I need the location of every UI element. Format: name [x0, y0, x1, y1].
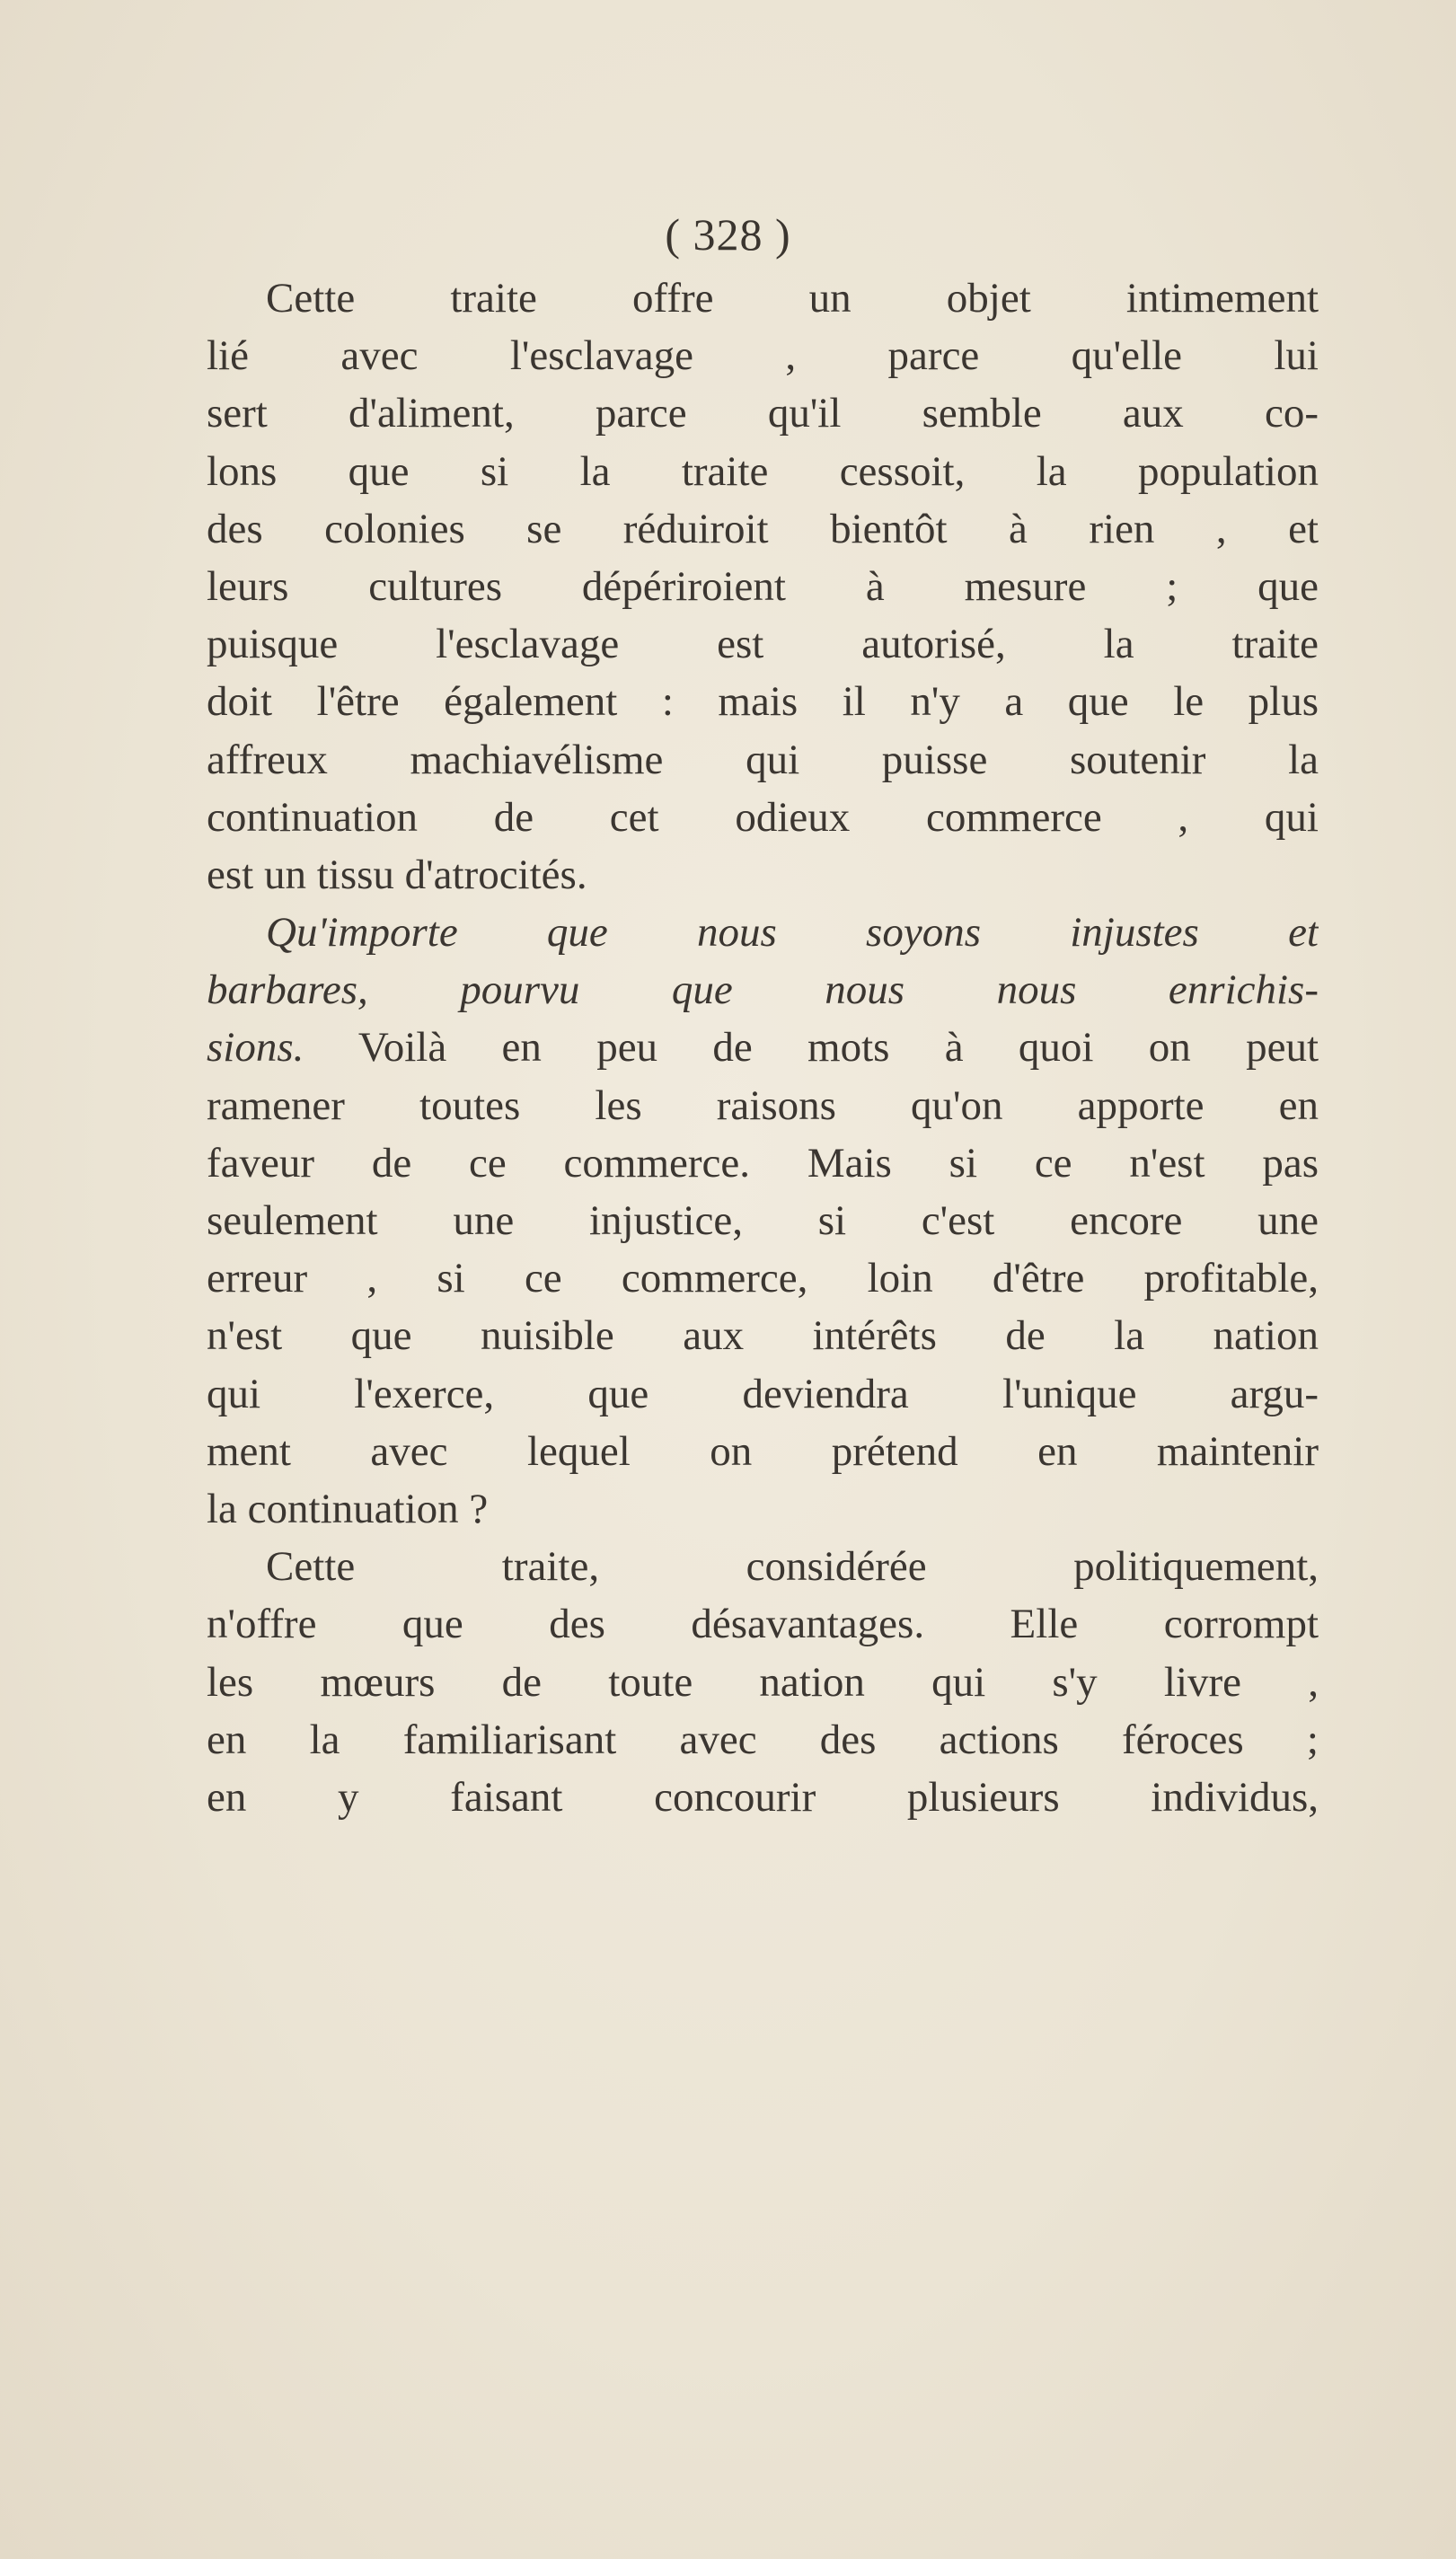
- mixed-line: [207, 1019, 1319, 1076]
- text-line: continuation de cet odieux commerce , qui: [207, 793, 1319, 841]
- body-text: [207, 269, 1319, 1826]
- quoted-fragment: sions.: [207, 1024, 304, 1072]
- text-line: Cette traite offre un objet intimement: [266, 275, 1319, 322]
- text-line: qui l'exerce, que deviendra l'unique argu-: [207, 1370, 1319, 1417]
- text-line: la continuation ?: [207, 1485, 489, 1532]
- text-line: leurs cultures dépériroient à mesure ; que: [207, 562, 1319, 610]
- text-line: faveur de ce commerce. Mais si ce n'est pas: [207, 1139, 1319, 1187]
- text-fragment: Voilà en peu de mots à quoi on peut: [357, 1024, 1319, 1072]
- text-line: n'offre que des désavantages. Elle corrompt: [207, 1601, 1319, 1648]
- text-line: affreux machiavélisme qui puisse soutenir la: [207, 736, 1319, 783]
- text-line: seulement une injustice, si c'est encore une: [207, 1197, 1319, 1244]
- text-line: les mœurs de toute nation qui s'y livre ,: [207, 1658, 1319, 1706]
- text-line: erreur , si ce commerce, loin d'être profitable,: [207, 1255, 1319, 1302]
- text-line: est un tissu d'atrocités.: [207, 851, 587, 898]
- text-line: en y faisant concourir plusieurs individus,: [207, 1773, 1319, 1821]
- quoted-line: barbares, pourvu que nous nous enrichis-: [207, 966, 1319, 1014]
- text-line: Cette traite, considérée politiquement,: [266, 1543, 1319, 1591]
- text-line: lons que si la traite cessoit, la population: [207, 447, 1319, 495]
- text-line: en la familiarisant avec des actions féroces ;: [207, 1716, 1319, 1763]
- text-line: des colonies se réduiroit bientôt à rien , et: [207, 505, 1319, 552]
- text-line: doit l'être également : mais il n'y a que le plus: [207, 678, 1319, 726]
- text-line: ment avec lequel on prétend en maintenir: [207, 1427, 1319, 1475]
- text-line: ramener toutes les raisons qu'on apporte en: [207, 1081, 1319, 1129]
- text-line: lié avec l'esclavage , parce qu'elle lui: [207, 332, 1319, 380]
- text-line: n'est que nuisible aux intérêts de la nation: [207, 1312, 1319, 1360]
- page-number: ( 328 ): [665, 209, 791, 260]
- quoted-line: Qu'importe que nous soyons injustes et: [266, 909, 1319, 957]
- text-line: puisque l'esclavage est autorisé, la traite: [207, 621, 1319, 668]
- text-line: sert d'aliment, parce qu'il semble aux co-: [207, 390, 1319, 437]
